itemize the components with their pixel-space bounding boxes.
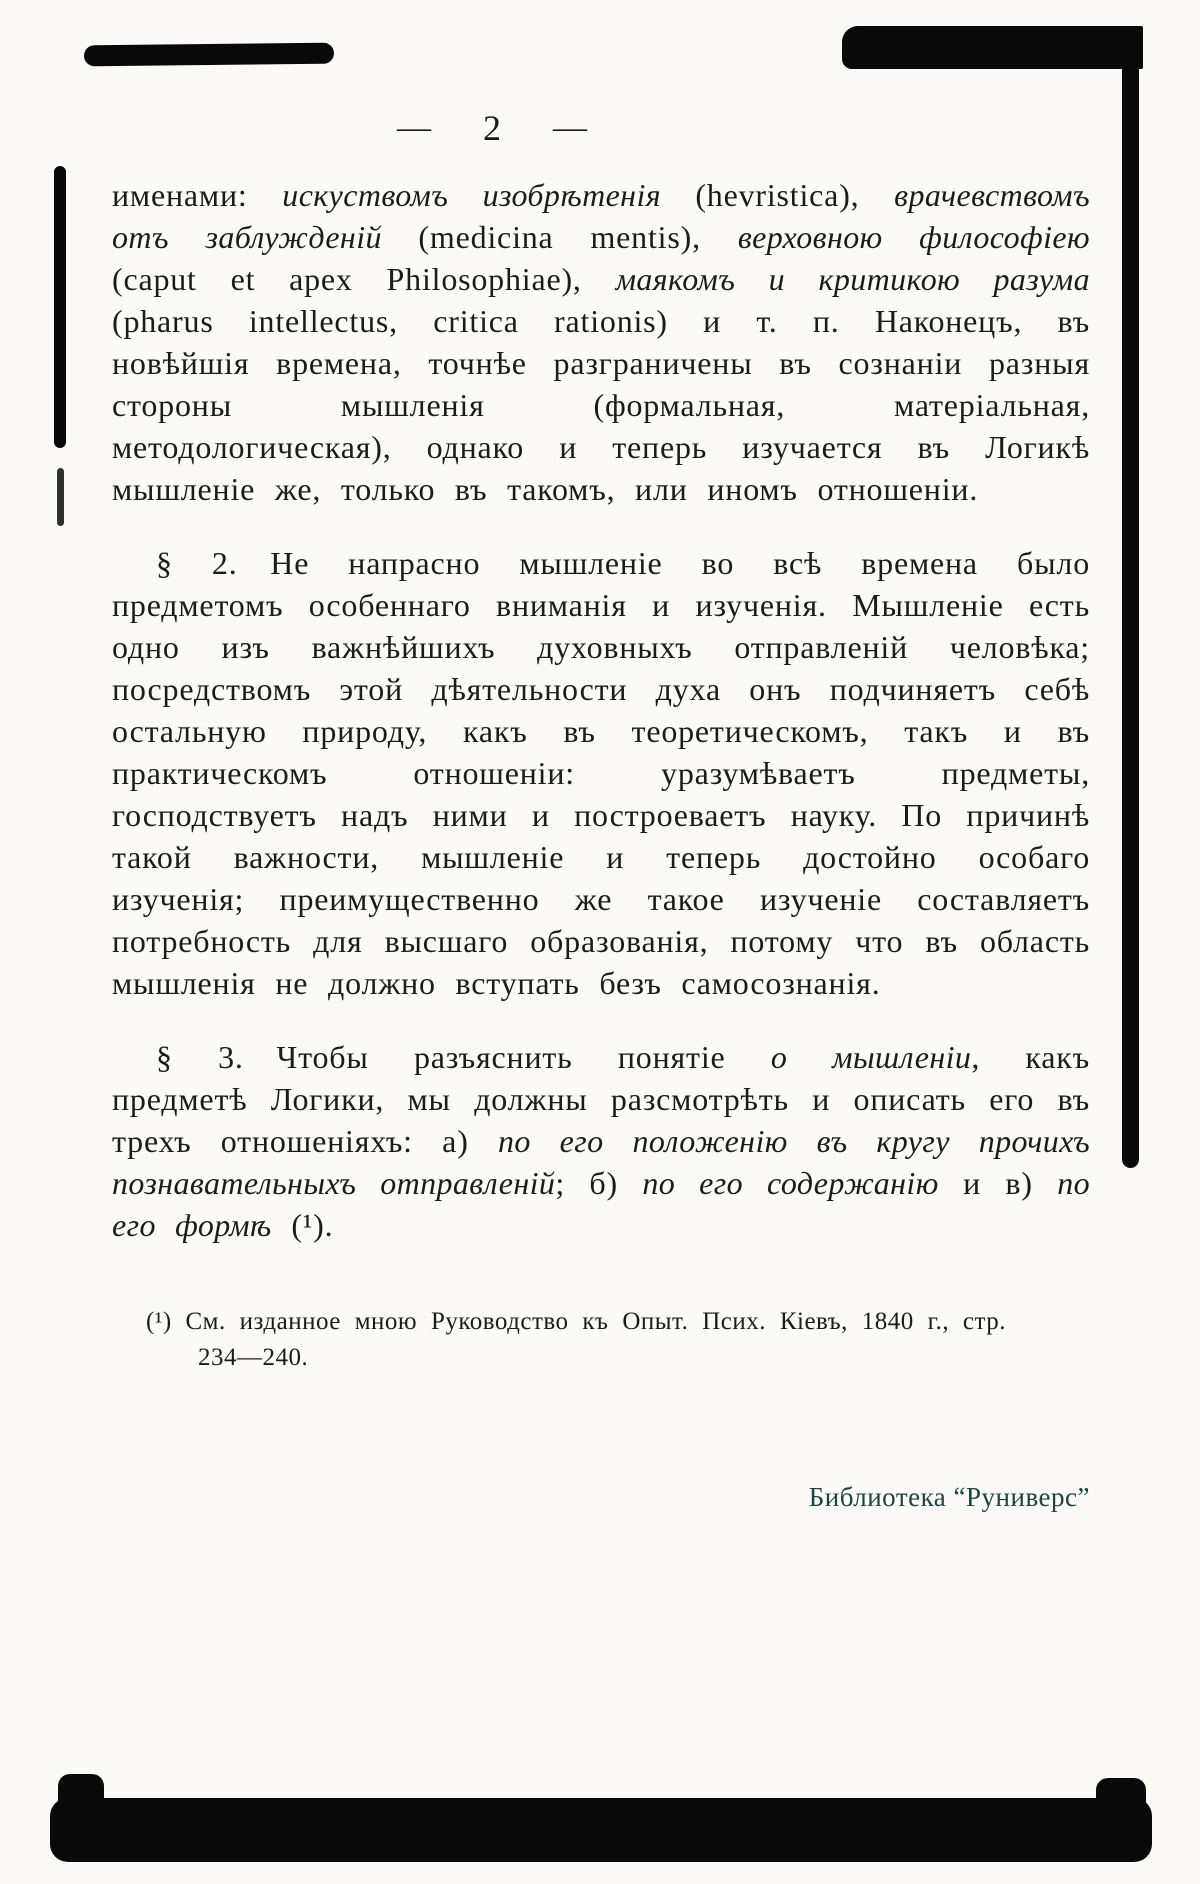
header-dash-right: — <box>553 109 587 146</box>
text-segment: маякомъ и критикою разума <box>615 261 1090 297</box>
paragraph-section-2 <box>112 542 1090 1004</box>
footnote-1 <box>146 1304 1006 1376</box>
page-header <box>112 108 872 148</box>
footnote <box>146 1304 1006 1376</box>
text-segment: § 2. Не напрасно мышленіе во всѣ времена было предметомъ особеннаго вниманія и изученія. Мышленіе есть одно изъ важнѣйшихъ духовныхъ отправленій человѣка; посредствомъ этой дѣятельности духа онъ подчиняетъ себѣ остальную природу, какъ въ теоретическомъ, такъ и въ практическомъ отношеніи: уразумѣваетъ предметы, господствуетъ надъ ними и построеваетъ науку. По причинѣ такой важности, мышленіе и теперь достойно особаго изученія; преимущественно же такое изученіе составляетъ потребность для высшаго образованія, потому что въ область мышленія не должно вступать безъ самосознанія. <box>112 545 1090 1001</box>
text-segment: искуствомъ изобрѣтенія <box>282 177 696 213</box>
text-segment: и в) <box>938 1165 1058 1201</box>
scan-artifact-bottom-bar <box>50 1798 1152 1862</box>
text-segment: (¹). <box>271 1207 334 1243</box>
text-segment: (pharus intellectus, critica rationis) и т. п. Наконецъ, въ новѣйшія времена, точнѣе разграничены въ сознаніи разныя стороны мышленія (формальная, матеріальная, методологическая), однако и теперь изучается въ Логикѣ мышленіе же, только въ такомъ, или иномъ отношеніи. <box>112 303 1090 507</box>
text-segment: , какъ предметѣ Логики, мы должны разсмотрѣть и описать его въ трехъ отношеніяхъ: а) <box>112 1039 1090 1159</box>
page-number: 2 <box>483 108 501 148</box>
text-segment: именами: <box>112 177 283 213</box>
scan-artifact-right-edge <box>1122 40 1139 1168</box>
page-text <box>112 174 1090 1246</box>
text-segment: ; б) <box>555 1165 643 1201</box>
text-segment: по его положенію въ кругу прочихъ познавательныхъ отправленій <box>112 1123 1090 1201</box>
text-segment: врачевствомъ отъ заблужденій <box>112 177 1090 255</box>
text-segment: § 3. Чтобы разъяснить понятіе <box>156 1039 771 1075</box>
scan-artifact-left-edge-2 <box>57 468 64 526</box>
scan-artifact-top-right <box>842 26 1143 69</box>
text-segment: верховною философіею <box>737 219 1090 255</box>
paragraph-section-3 <box>112 1036 1090 1246</box>
text-segment: (caput et apex Philosophiae), <box>112 261 616 297</box>
scan-artifact-top-left <box>84 43 334 67</box>
text-segment: по его формѣ <box>112 1165 1090 1243</box>
book-page <box>112 108 1090 1376</box>
text-segment: (¹) См. изданное мною Руководство къ Опыт. Псих. Кіевъ, 1840 г., стр. 234—240. <box>146 1308 1006 1371</box>
text-segment: (hevristica), <box>695 177 895 213</box>
scan-artifact-left-edge <box>54 166 66 448</box>
header-dash-left: — <box>397 109 431 146</box>
text-segment: (medicina mentis), <box>418 219 738 255</box>
text-segment: о мышленіи <box>770 1039 972 1075</box>
paragraph-continuation <box>112 174 1090 510</box>
library-watermark: Библиотека “Руниверс” <box>808 1482 1090 1512</box>
text-segment: по его содержанію <box>642 1165 939 1201</box>
